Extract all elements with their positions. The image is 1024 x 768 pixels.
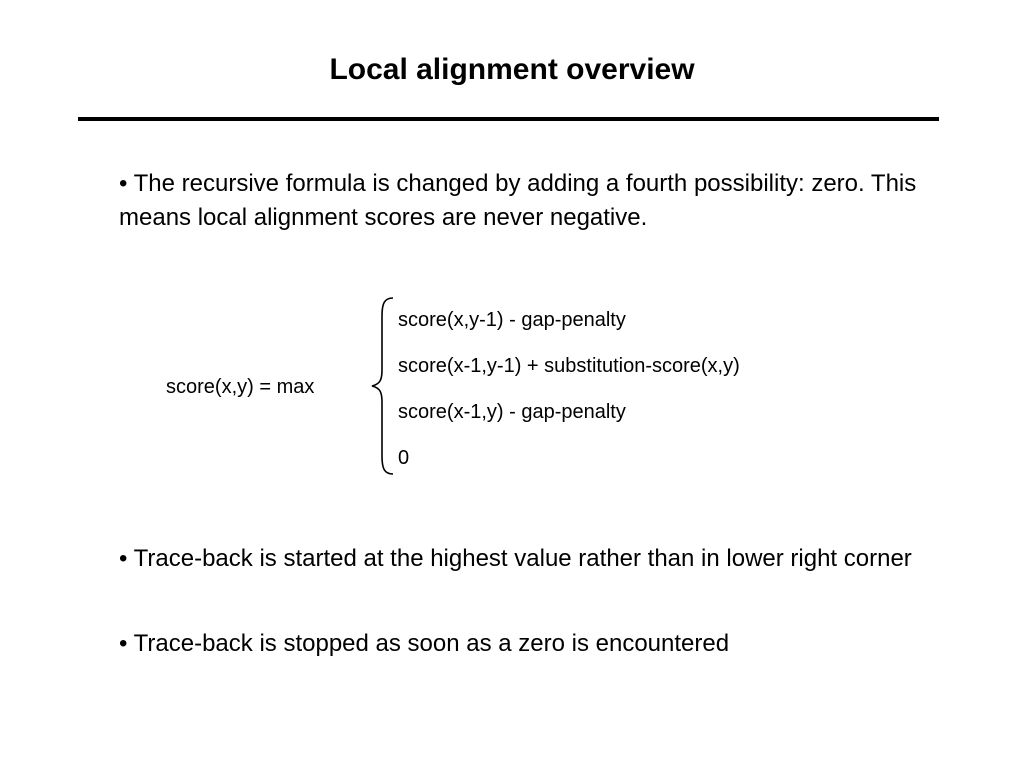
formula-lhs: score(x,y) = max — [166, 376, 315, 398]
bullet-traceback-start: • Trace-back is started at the highest value rather than in lower right corner — [119, 545, 912, 572]
formula-case-4: 0 — [398, 447, 410, 469]
title-rule — [78, 117, 939, 121]
slide-title: Local alignment overview — [329, 53, 695, 86]
curly-brace — [368, 296, 398, 476]
formula-case-1: score(x,y-1) - gap-penalty — [398, 309, 626, 331]
formula-case-3: score(x-1,y) - gap-penalty — [398, 401, 626, 423]
bullet-recursive-formula: • The recursive formula is changed by adding a fourth possibility: zero. This means local alignment scores are never negative. — [119, 170, 917, 231]
bullet-traceback-stop: • Trace-back is stopped as soon as a zero is encountered — [119, 630, 730, 657]
formula-case-2: score(x-1,y-1) + substitution-score(x,y) — [398, 355, 740, 377]
